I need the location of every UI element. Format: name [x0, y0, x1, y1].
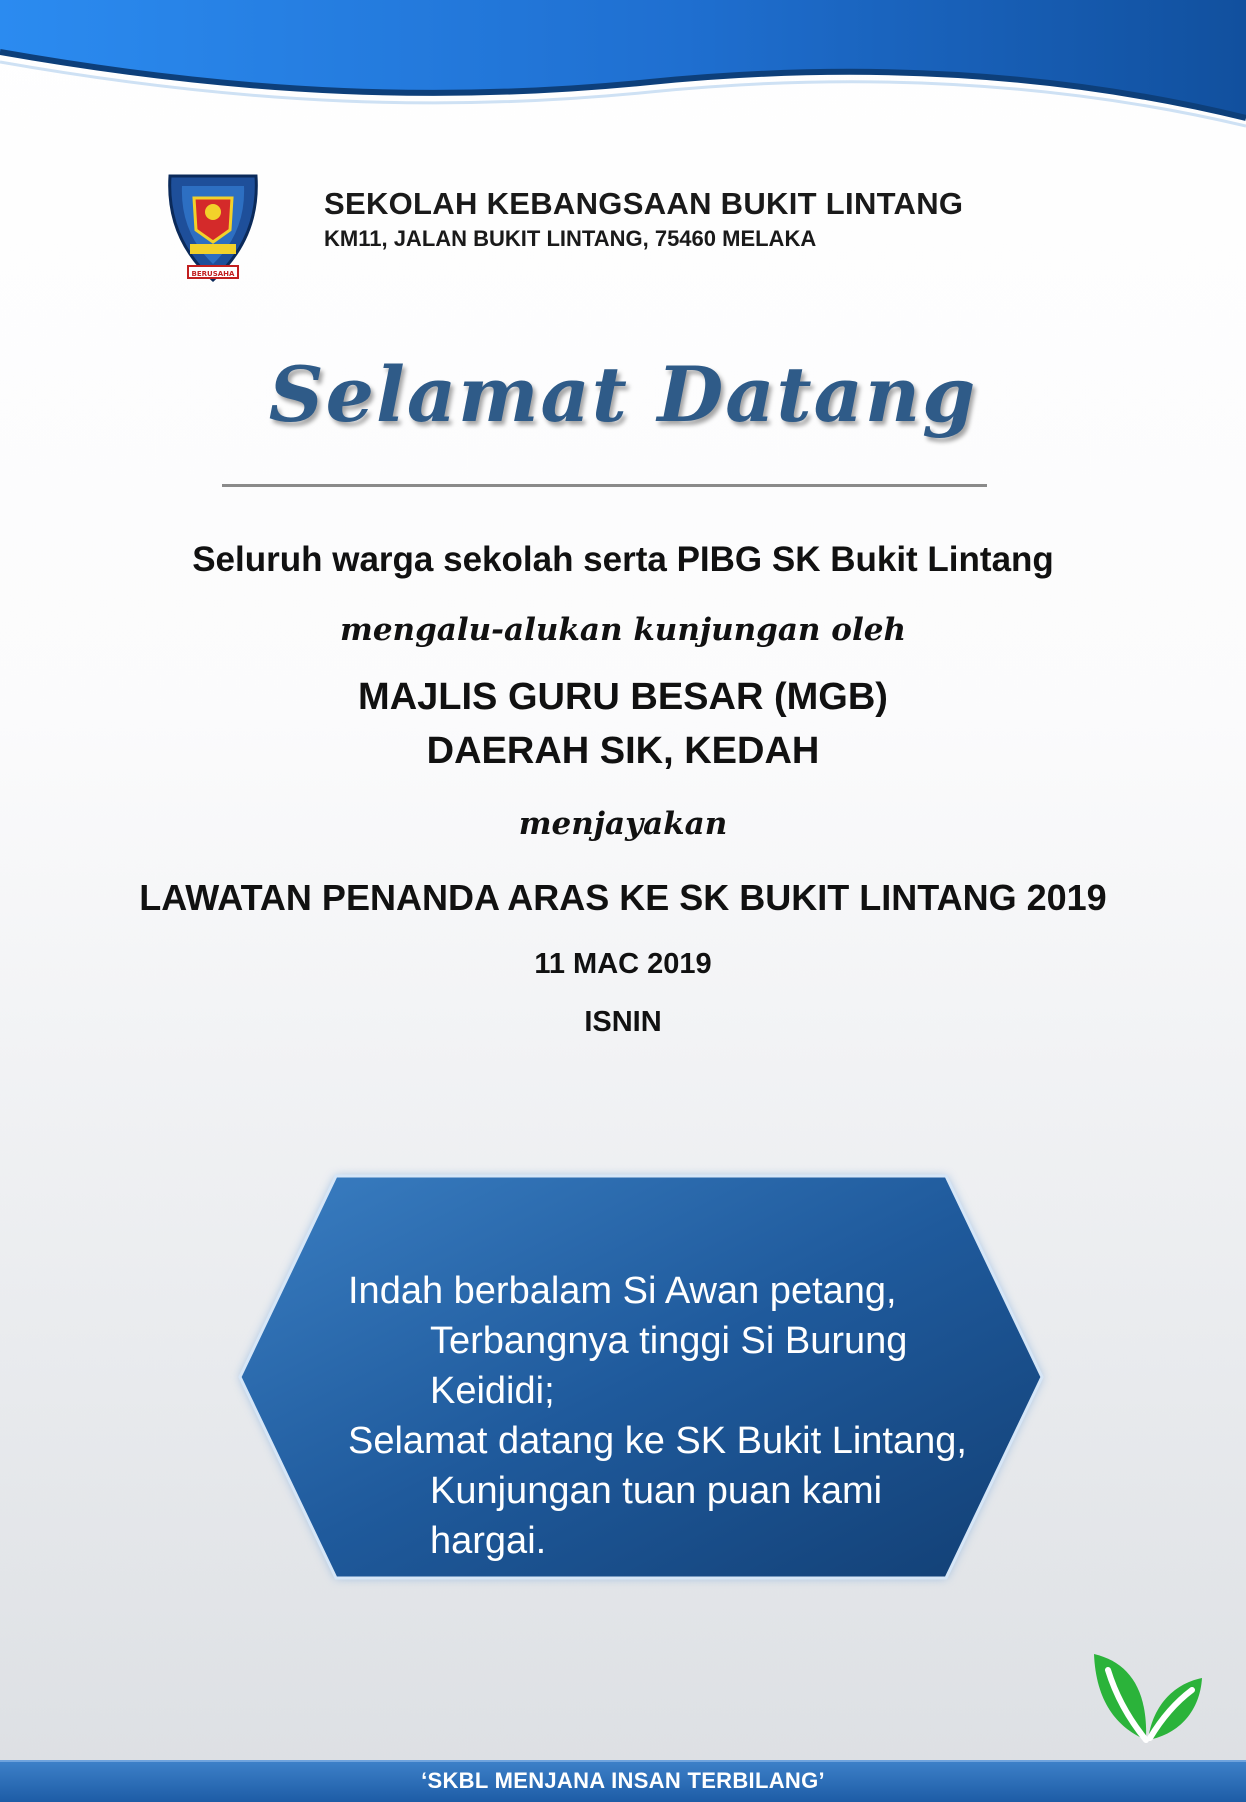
poem-line: Indah berbalam Si Awan petang,: [348, 1270, 897, 1312]
event-day: ISNIN: [584, 1006, 662, 1038]
visitor-line-1: MAJLIS GURU BESAR (MGB): [358, 676, 888, 718]
green-leaf-icon: [1088, 1648, 1206, 1746]
school-name: SEKOLAH KEBANGSAAN BUKIT LINTANG: [324, 186, 964, 221]
poem-line: Selamat datang ke SK Bukit Lintang,: [348, 1420, 967, 1462]
footer-bar: [0, 1760, 1246, 1802]
visitor-line-2: DAERAH SIK, KEDAH: [426, 730, 820, 772]
hosts-line: Seluruh warga sekolah serta PIBG SK Bukit Lintang: [192, 540, 1054, 579]
top-wave-banner: [0, 0, 1246, 135]
connector-line: menjayakan: [518, 806, 728, 842]
crest-motto: BERUSAHA: [191, 270, 235, 278]
divider: [222, 484, 987, 487]
event-title: LAWATAN PENANDA ARAS KE SK BUKIT LINTANG 2019: [139, 877, 1107, 918]
school-crest-icon: [160, 168, 266, 286]
footer-slogan: ‘SKBL MENJANA INSAN TERBILANG’: [421, 1768, 825, 1793]
welcomes-line: mengalu-alukan kunjungan oleh: [340, 612, 906, 648]
event-date: 11 MAC 2019: [534, 948, 712, 980]
school-address: KM11, JALAN BUKIT LINTANG, 75460 MELAKA: [324, 226, 817, 251]
welcome-title: Selamat Datang: [268, 350, 978, 439]
poem-hexagon: [236, 1170, 1048, 1584]
poem-line: Terbangnya tinggi Si Burung Keididi;: [430, 1320, 908, 1412]
school-header: [160, 168, 1060, 288]
poem: [348, 1266, 1008, 1566]
poem-line: Kunjungan tuan puan kami hargai.: [430, 1470, 883, 1562]
